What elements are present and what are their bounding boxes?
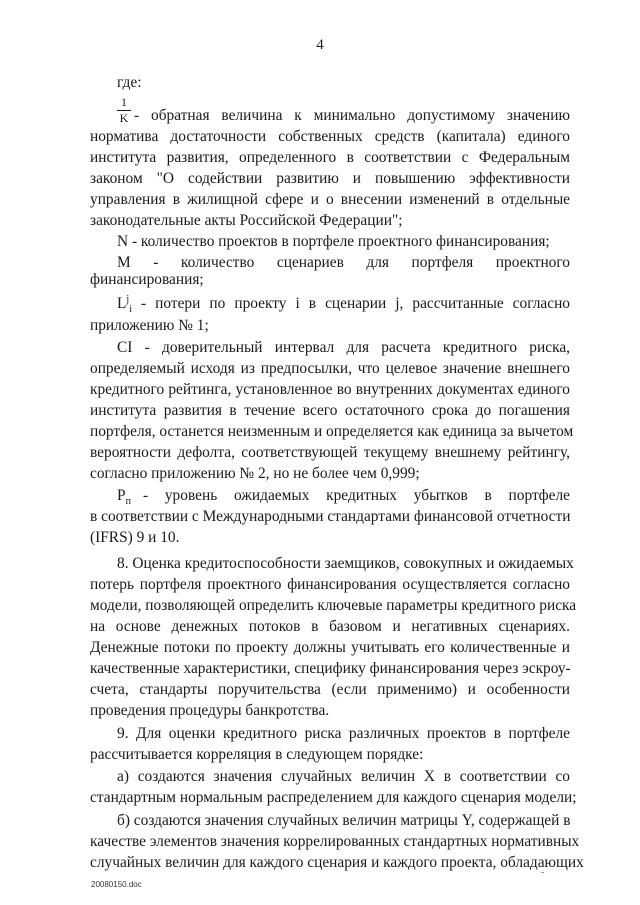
text-line: б) создаются значения случайных величин матрицы Y, содержащей в: [117, 812, 571, 829]
text-line: портфеля, останется неизменным и определяется как единица за вычетом: [90, 423, 574, 440]
text-line: кредитного рейтинга, установленное во внутренних документах единого: [90, 381, 570, 398]
text-line: норматива достаточности собственных средств (капитала) единого: [90, 128, 570, 145]
page-number: 4: [316, 37, 324, 53]
text-line: стандартным нормальным распределением для каждого сценария модели;: [90, 789, 577, 806]
text-line: управления в жилищной сфере и о внесении изменений в отдельные: [90, 191, 570, 208]
text-line: законом "О содействии развитию и повышению эффективности: [90, 170, 570, 187]
text-line: качестве элементов значения коррелированных стандартных нормативных: [90, 833, 580, 850]
text-line: - обратная величина к минимально допустимому значению: [134, 107, 570, 124]
text-line: N - количество проектов в портфеле проектного финансирования;: [117, 233, 550, 250]
text-line: определяемый исходя из предпосылки, что целевое значение внешнего: [90, 360, 570, 377]
text-line: а) создаются значения случайных величин X в соответствии со: [117, 768, 570, 785]
text-line: - потери по проекту i в сценарии j, рассчитанные согласно: [141, 295, 570, 312]
text-line: качественные характеристики, специфику финансирования через эскроу-: [90, 660, 571, 677]
text-line: - уровень ожидаемых кредитных убытков в портфеле: [143, 487, 570, 504]
loss-symbol: $L^j_i$: [117, 293, 132, 316]
text-line: согласно приложению № 2, но не более чем 0,999;: [90, 465, 420, 482]
text-line: института развития в течение всего остаточного срока до погашения: [90, 402, 570, 419]
text-line: счета, стандарты поручительства (если применимо) и особенности: [90, 681, 570, 698]
fraction-denominator: K: [119, 111, 129, 125]
text-line: 8. Оценка кредитоспособности заемщиков, совокупных и ожидаемых: [117, 555, 574, 572]
text-line: вероятности дефолта, соответствующей текущему внешнему рейтингу,: [90, 444, 570, 461]
text-line: в соответствии с Международными стандартами финансовой отчетности: [90, 508, 571, 525]
text-line: (IFRS) 9 и 10.: [90, 529, 180, 546]
text-line: рассчитывается корреляция в следующем порядке:: [90, 746, 424, 763]
text-line: случайных величин для каждого сценария и каждого проекта, обладающих: [90, 854, 584, 871]
footer-filename: 20080150.doc: [91, 880, 142, 889]
text-line: потерь портфеля проектного финансирования осуществляется согласно: [90, 576, 570, 593]
text-line: финансирования;: [90, 271, 204, 288]
text-line: законодательные акты Российской Федерации";: [90, 212, 403, 229]
text-line: M - количество сценариев для портфеля проектного: [117, 254, 570, 271]
scan-mark: [541, 872, 544, 873]
fraction-numerator: 1: [121, 95, 127, 109]
fraction-1-over-k: [117, 96, 131, 125]
text-line: где:: [117, 74, 142, 91]
text-line: Денежные потоки по проекту должны учитывать его количественные и: [90, 639, 570, 656]
text-line: института развития, определенного в соответствии с Федеральным: [90, 149, 570, 166]
expected-loss-symbol: $P_п$: [117, 487, 131, 508]
text-line: на основе денежных потоков в базовом и негативных сценариях.: [90, 618, 570, 635]
text-line: CI - доверительный интервал для расчета кредитного риска,: [117, 339, 570, 356]
text-line: 9. Для оценки кредитного риска различных проектов в портфеле: [117, 725, 570, 742]
text-line: проведения процедуры банкротства.: [90, 702, 330, 719]
text-line: приложению № 1;: [90, 317, 209, 334]
text-line: модели, позволяющей определить ключевые параметры кредитного риска: [90, 597, 577, 614]
